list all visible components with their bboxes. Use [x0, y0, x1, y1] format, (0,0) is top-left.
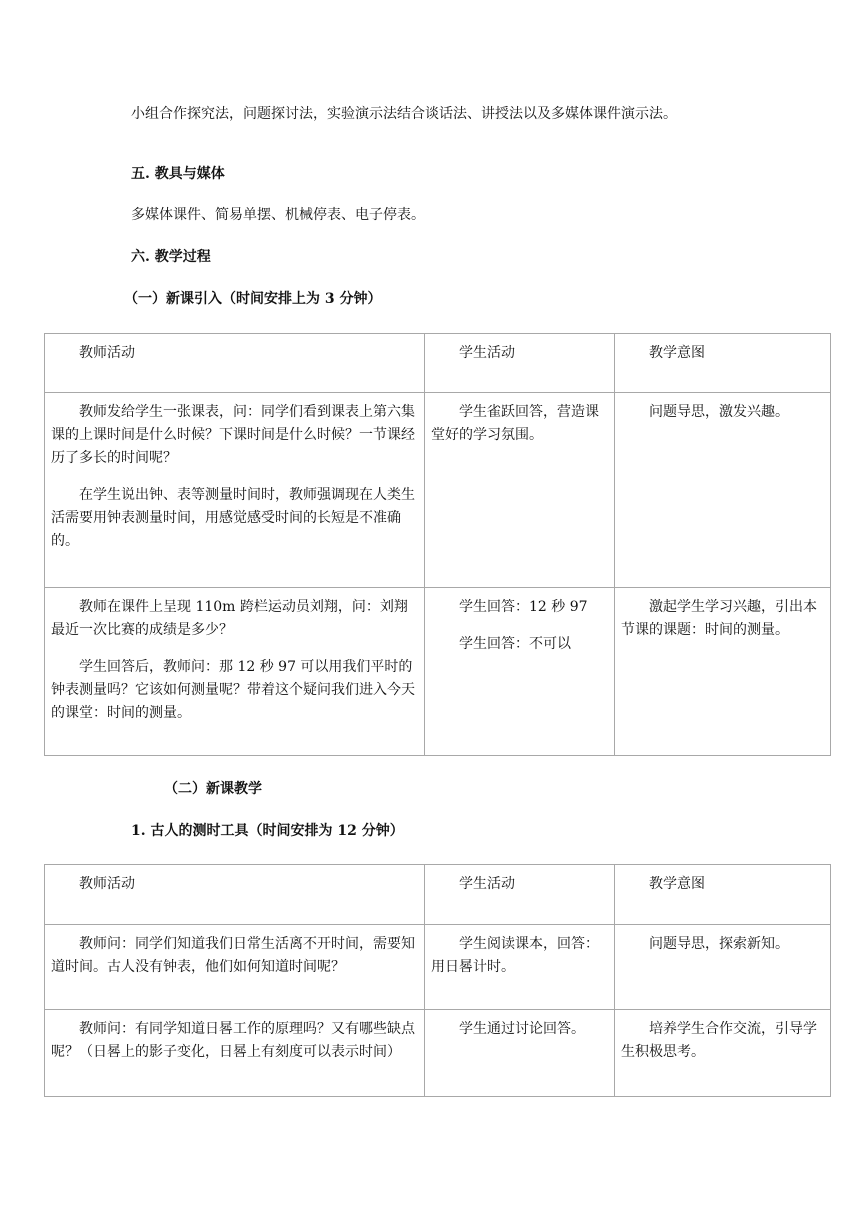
subsection-heading-intro: （一）新课引入（时间安排上为 3 分钟）	[124, 291, 382, 307]
intro-activity-table	[44, 333, 831, 756]
header-teaching-intent: 教学意图	[615, 334, 831, 393]
teaching-intent-cell: 培养学生合作交流，引导学生积极思考。	[615, 1010, 831, 1097]
table-row	[45, 588, 831, 756]
student-activity-cell: 学生雀跃回答，营造课堂好的学习氛围。	[425, 393, 615, 588]
teacher-activity-cell: 教师在课件上呈现 110m 跨栏运动员刘翔，问：刘翔最近一次比赛的成绩是多少？ 学生回答后，教师问：那 12 秒 97 可以用我们平时的钟表测量吗？它该如何测量呢？带着这个疑问我们进入今天的课堂：时间的测量。	[45, 588, 425, 756]
header-teaching-intent: 教学意图	[615, 865, 831, 925]
teaching-intent-cell: 问题导思，激发兴趣。	[615, 393, 831, 588]
teacher-activity-cell: 教师问：有同学知道日晷工作的原理吗？又有哪些缺点呢？（日晷上的影子变化，日晷上有刻度可以表示时间）	[45, 1010, 425, 1097]
ancient-tools-table	[44, 864, 831, 1097]
teacher-activity-cell: 教师发给学生一张课表，问：同学们看到课表上第六集课的上课时间是什么时候？下课时间是什么时候？一节课经历了多长的时间呢？ 在学生说出钟、表等测量时间时，教师强调现在人类生活需要用钟表测量时间，用感觉感受时间的长短是不准确的。	[45, 393, 425, 588]
header-teacher-activity: 教师活动	[45, 865, 425, 925]
section-heading-materials: 五. 教具与媒体	[131, 166, 225, 182]
intro-paragraph: 小组合作探究法，问题探讨法，实验演示法结合谈话法、讲授法以及多媒体课件演示法。	[131, 106, 677, 122]
student-activity-cell: 学生通过讨论回答。	[425, 1010, 615, 1097]
subsection-heading-ancient-tools: 1. 古人的测时工具（时间安排为 12 分钟）	[131, 823, 404, 839]
section-heading-process: 六. 教学过程	[131, 249, 211, 265]
teacher-activity-cell: 教师问：同学们知道我们日常生活离不开时间，需要知道时间。古人没有钟表，他们如何知道时间呢？	[45, 925, 425, 1010]
materials-paragraph: 多媒体课件、简易单摆、机械停表、电子停表。	[131, 207, 425, 223]
student-activity-cell: 学生阅读课本，回答：用日晷计时。	[425, 925, 615, 1010]
table-header-row	[45, 334, 831, 393]
header-student-activity: 学生活动	[425, 334, 615, 393]
teaching-intent-cell: 激起学生学习兴趣，引出本节课的课题：时间的测量。	[615, 588, 831, 756]
table-header-row	[45, 865, 831, 925]
table-row	[45, 925, 831, 1010]
student-activity-cell: 学生回答：12 秒 97 学生回答：不可以	[425, 588, 615, 756]
table-row	[45, 393, 831, 588]
header-teacher-activity: 教师活动	[45, 334, 425, 393]
table-row	[45, 1010, 831, 1097]
header-student-activity: 学生活动	[425, 865, 615, 925]
subsection-heading-new-lesson: （二）新课教学	[164, 781, 262, 797]
teaching-intent-cell: 问题导思，探索新知。	[615, 925, 831, 1010]
